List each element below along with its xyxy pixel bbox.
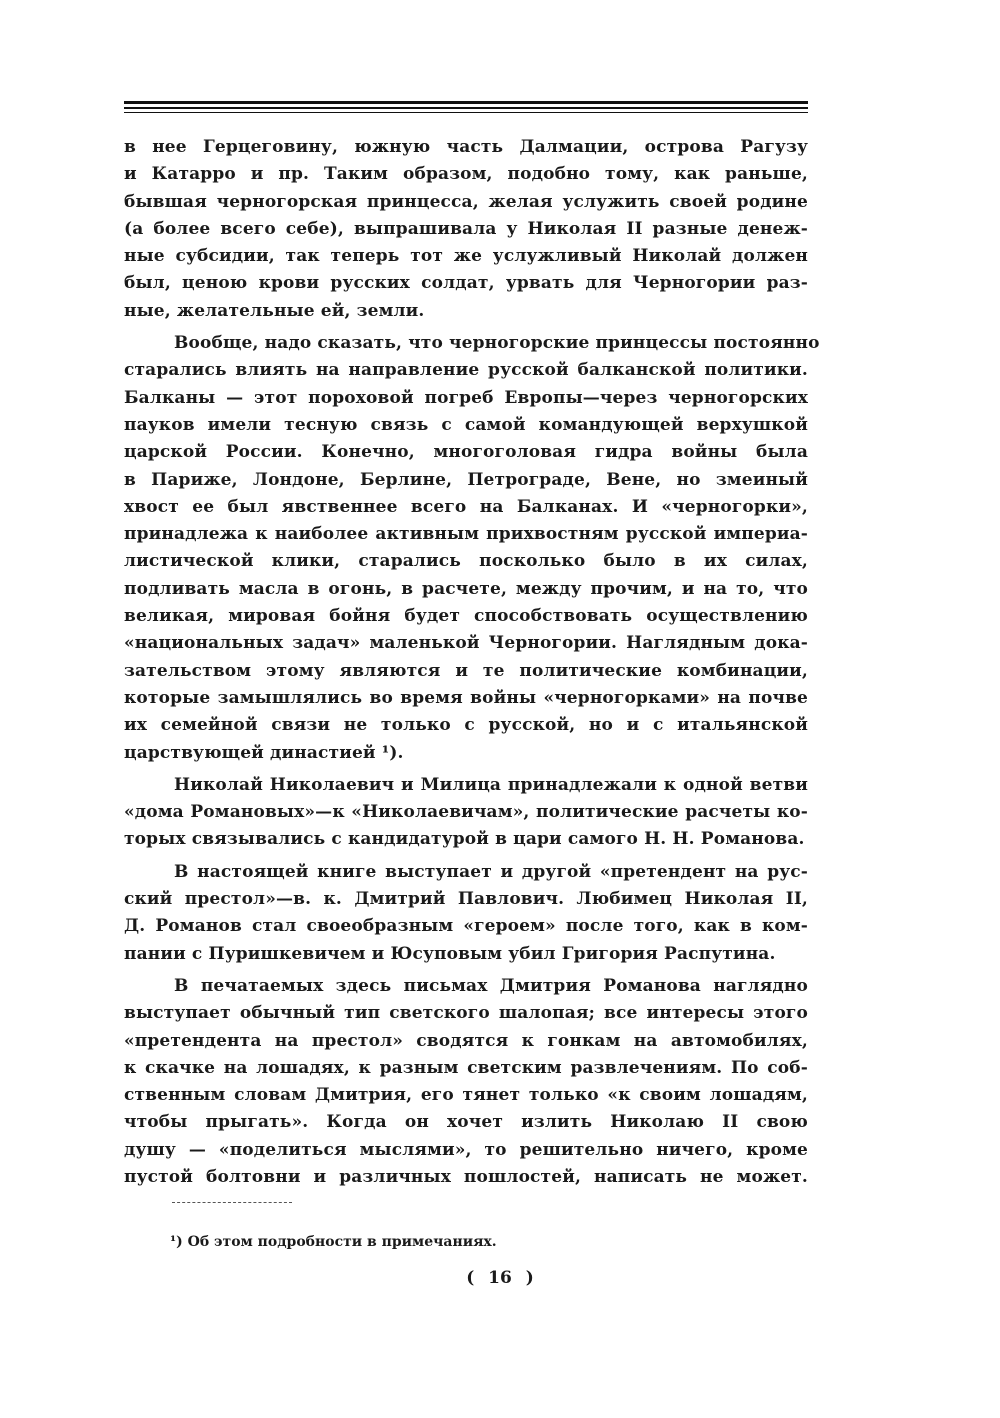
text-line: «дома Романовых»—к «Николаевичам», политические расчеты ко- — [124, 802, 808, 823]
text-line: и Катарро и пр. Таким образом, подобно тому, как раньше, — [124, 164, 808, 185]
text-line: в нее Герцеговину, южную часть Далмации, острова Рагузу — [124, 137, 808, 157]
text-line: Д. Романов стал своеобразным «героем» после того, как в ком- — [124, 916, 808, 937]
header-rule-thin — [124, 112, 808, 113]
text-line: В настоящей книге выступает и другой «претендент на рус- — [174, 861, 808, 882]
header-rule-thick — [124, 101, 808, 104]
text-line: Вообще, надо сказать, что черногорские принцессы постоянно — [174, 333, 820, 354]
text-line: ский престол»—в. к. Дмитрий Павлович. Любимец Николая II, — [124, 889, 808, 910]
text-line: царской России. Конечно, многоголовая гидра войны была — [124, 442, 808, 463]
text-line: старались влиять на направление русской балканской политики. — [124, 360, 808, 381]
text-line: «претендента на престол» сводятся к гонкам на автомобилях, — [124, 1030, 808, 1051]
text-line: торых связывались с кандидатурой в цари самого Н. Н. Романова. — [124, 829, 805, 850]
footnote: ¹) Об этом подробности в примечаниях. — [170, 1234, 497, 1250]
text-line: чтобы прыгать». Когда он хочет излить Николаю II свою — [124, 1112, 808, 1133]
text-line: хвост ее был явственнее всего на Балканах. И «черногорки», — [124, 496, 808, 517]
header-rule-middle — [124, 107, 808, 109]
text-line: выступает обычный тип светского шалопая; все интересы этого — [124, 1003, 808, 1024]
text-line: пустой болтовни и различных пошлостей, написать не может. — [124, 1166, 808, 1187]
paragraph — [124, 973, 808, 1191]
text-line: великая, мировая бойня будет способствовать осуществлению — [124, 606, 808, 627]
text-line: (а более всего себе), выпрашивала у Николая II разные денеж- — [124, 218, 808, 239]
text-line: В печатаемых здесь письмах Дмитрия Романова наглядно — [174, 975, 808, 996]
text-line: царствующей династией ¹). — [124, 742, 404, 763]
page-number: ( 16 ) — [466, 1268, 534, 1288]
text-line: листической клики, старались посколько было в их силах, — [124, 551, 808, 572]
text-line: которые замышлялись во время войны «черногорками» на почве — [124, 687, 808, 708]
text-line: Николай Николаевич и Милица принадлежали к одной ветви — [174, 774, 808, 795]
paragraph — [124, 330, 820, 767]
text-line: пании с Пуришкевичем и Юсуповым убил Григория Распутина. — [124, 943, 776, 964]
text-line: зательством этому являются и те политические комбинации, — [124, 660, 808, 681]
body-text — [124, 134, 820, 1191]
text-line: ные субсидии, так теперь тот же услужливый Николай должен — [124, 246, 808, 267]
text-line: в Париже, Лондоне, Берлине, Петрограде, Вене, но змеиный — [124, 469, 808, 490]
text-line: к скачке на лошадях, к разным светским развлечениям. По соб- — [124, 1057, 808, 1078]
paragraph — [124, 134, 808, 325]
text-line: «национальных задач» маленькой Черногории. Наглядным дока- — [124, 633, 808, 654]
text-line: ные, желательные ей, земли. — [124, 300, 425, 321]
text-line: ственным словам Дмитрия, его тянет только «к своим лошадям, — [124, 1085, 808, 1106]
text-line: их семейной связи не только с русской, но и с итальянской — [124, 715, 808, 736]
text-line: принадлежа к наиболее активным прихвостням русской империа- — [124, 524, 808, 545]
text-line: был, ценою крови русских солдат, урвать для Черногории раз- — [124, 273, 808, 294]
paragraph — [124, 859, 808, 968]
footnote-separator — [172, 1202, 292, 1203]
paragraph — [124, 772, 808, 854]
text-line: бывшая черногорская принцесса, желая услужить своей родине — [124, 191, 808, 212]
text-line: Балканы — этот пороховой погреб Европы—через черногорских — [124, 387, 808, 408]
text-line: пауков имели тесную связь с самой командующей верхушкой — [124, 414, 808, 435]
text-line: подливать масла в огонь, в расчете, между прочим, и на то, что — [124, 578, 808, 599]
text-line: душу — «поделиться мыслями», то решительно ничего, кроме — [124, 1139, 808, 1160]
